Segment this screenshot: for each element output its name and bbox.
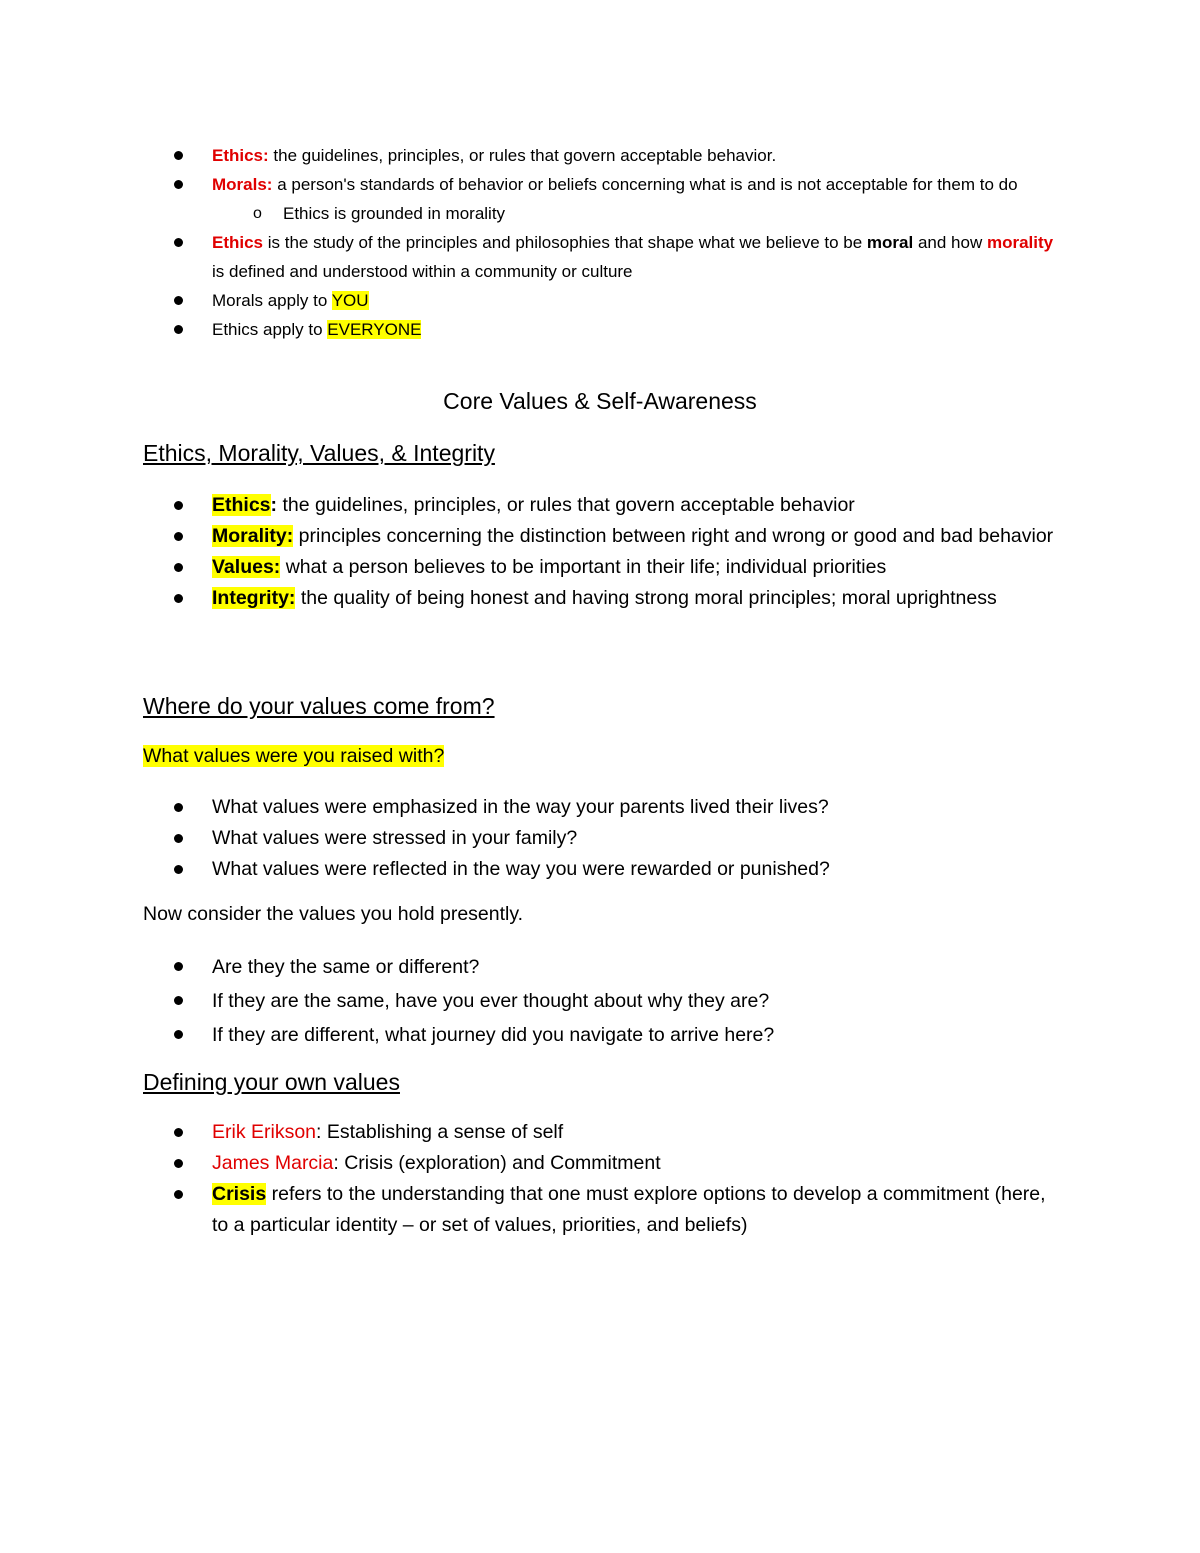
term-ethics: Ethics (212, 494, 271, 516)
intro-list (0, 141, 1200, 344)
list-item (0, 1018, 1200, 1052)
bullet-icon (174, 1030, 183, 1039)
bullet-icon (174, 865, 183, 874)
item-text: the guidelines, principles, or rules that govern acceptable behavior (277, 494, 855, 516)
term-values: Values: (212, 556, 281, 578)
list-item (0, 170, 1200, 199)
bullet-icon (174, 1128, 183, 1137)
term-colon: : (270, 494, 278, 516)
definitions-list (0, 490, 1200, 614)
term-ethics: Ethics: (212, 146, 269, 165)
section-heading: Defining your own values (143, 1069, 400, 1095)
highlighted-question (143, 745, 444, 768)
bullet-icon (174, 180, 183, 189)
present-questions-list (0, 950, 1200, 1052)
bullet-icon (174, 594, 183, 603)
item-text: : Crisis (exploration) and Commitment (333, 1152, 661, 1174)
item-text: What values were reflected in the way you were rewarded or punished? (212, 858, 830, 880)
item-text: is defined and understood within a community or culture (212, 262, 633, 281)
item-text: is the study of the principles and philosophies that shape what we believe to be (263, 233, 867, 252)
present-intro: Now consider the values you hold presently. (143, 903, 524, 925)
item-text: the guidelines, principles, or rules that govern acceptable behavior. (268, 146, 777, 165)
term-integrity: Integrity: (212, 587, 296, 609)
list-item (0, 1179, 1200, 1241)
item-text: and how (913, 233, 987, 252)
bullet-icon (174, 834, 183, 843)
question-highlight: What values were you raised with? (143, 745, 445, 767)
bullet-icon (174, 296, 183, 305)
term-ethics: Ethics (212, 233, 264, 252)
page-title: Core Values & Self-Awareness (443, 388, 757, 414)
sub-bullet-marker: o (253, 205, 262, 222)
raised-questions-list (0, 792, 1200, 885)
list-item (0, 984, 1200, 1018)
item-text: If they are different, what journey did you navigate to arrive here? (212, 1024, 775, 1046)
bullet-icon (174, 501, 183, 510)
bold-word: moral (866, 233, 914, 252)
highlight-everyone: EVERYONE (327, 320, 422, 339)
list-item (0, 583, 1200, 614)
list-item (0, 950, 1200, 984)
section-heading: Ethics, Morality, Values, & Integrity (143, 440, 495, 466)
item-text: the quality of being honest and having strong moral principles; moral uprightness (295, 587, 997, 609)
item-text: : Establishing a sense of self (316, 1121, 564, 1143)
highlight-you: YOU (331, 291, 369, 310)
item-text: what a person believes to be important in their life; individual priorities (280, 556, 887, 578)
item-text: Ethics apply to (212, 320, 328, 339)
list-item (0, 854, 1200, 885)
bullet-icon (174, 151, 183, 160)
bullet-icon (174, 238, 183, 247)
bullet-icon (174, 325, 183, 334)
item-text: What values were emphasized in the way your parents lived their lives? (212, 796, 829, 818)
term-morality: Morality: (212, 525, 294, 547)
list-item (0, 490, 1200, 521)
item-text: principles concerning the distinction between right and wrong or good and bad behavior (293, 525, 1054, 547)
list-item (0, 823, 1200, 854)
item-text: If they are the same, have you ever thought about why they are? (212, 990, 770, 1012)
term-morality: morality (986, 233, 1054, 252)
bullet-icon (174, 962, 183, 971)
bullet-icon (174, 1159, 183, 1168)
item-text: Are they the same or different? (212, 956, 480, 978)
list-item (0, 552, 1200, 583)
bullet-icon (174, 1190, 183, 1199)
bullet-icon (174, 563, 183, 572)
bullet-icon (174, 803, 183, 812)
bullet-icon (174, 532, 183, 541)
list-item (0, 1117, 1200, 1148)
list-item (0, 286, 1200, 315)
list-item (0, 228, 1200, 286)
section-heading: Where do your values come from? (143, 693, 495, 719)
item-text: a person's standards of behavior or beliefs concerning what is and is not acceptable for them to do (272, 175, 1018, 194)
list-item (0, 792, 1200, 823)
name-erikson: Erik Erikson (212, 1121, 317, 1143)
list-item (0, 1148, 1200, 1179)
term-morals: Morals: (212, 175, 273, 194)
item-text: Ethics is grounded in morality (283, 204, 506, 223)
defining-list (0, 1117, 1200, 1241)
item-text: refers to the understanding that one must explore options to develop a commitment (here, to a particular identity – or set of values, priorities, and beliefs) (212, 1183, 1046, 1236)
list-item (0, 141, 1200, 170)
item-text: Morals apply to (212, 291, 332, 310)
term-crisis: Crisis (212, 1183, 267, 1205)
bullet-icon (174, 996, 183, 1005)
sub-list-item (0, 199, 1200, 228)
list-item (0, 315, 1200, 344)
list-item (0, 521, 1200, 552)
name-marcia: James Marcia (212, 1152, 334, 1174)
item-text: What values were stressed in your family? (212, 827, 578, 849)
